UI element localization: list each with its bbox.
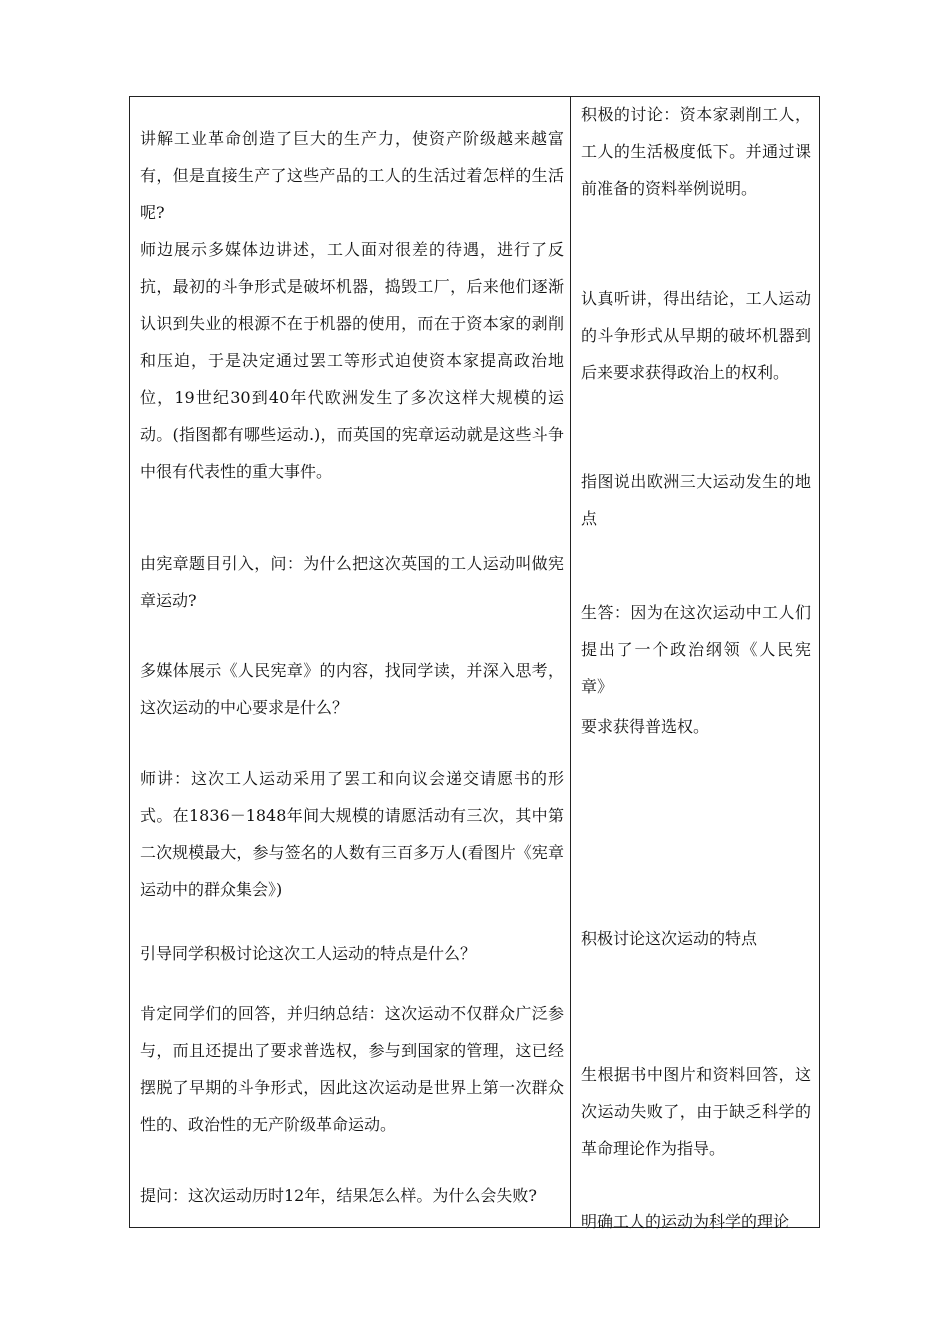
teacher-paragraph-1: 讲解工业革命创造了巨大的生产力，使资产阶级越来越富有，但是直接生产了这些产品的工人的生活过着怎样的生活呢?	[140, 129, 564, 222]
student-paragraph-3: 指图说出欧洲三大运动发生的地点	[581, 472, 811, 528]
teacher-activity-column	[140, 0, 564, 1344]
teacher-paragraph-4: 多媒体展示《人民宪章》的内容，找同学读，并深入思考，这次运动的中心要求是什么？	[140, 661, 564, 717]
student-paragraph-8: 明确工人的运动为科学的理论	[581, 1212, 790, 1231]
student-activity-column	[581, 0, 811, 1344]
student-paragraph-4: 生答：因为在这次运动中工人们提出了一个政治纲领《人民宪章》	[581, 603, 811, 696]
student-paragraph-6: 积极讨论这次运动的特点	[581, 929, 758, 948]
student-paragraph-5: 要求获得普选权。	[581, 717, 710, 736]
teacher-paragraph-3: 由宪章题目引入，问：为什么把这次英国的工人运动叫做宪章运动?	[140, 554, 564, 610]
column-divider	[570, 96, 571, 1228]
teacher-paragraph-2: 师边展示多媒体边讲述，工人面对很差的待遇，进行了反抗，最初的斗争形式是破坏机器，捣毁工厂，后来他们逐渐认识到失业的根源不在于机器的使用，而在于资本家的剥削和压迫，于是决定通过罢工等形式迫使资本家提高政治地位，19世纪30到40年代欧洲发生了多次这样大规模的运动。(指图都有哪些运动.)，而英国的宪章运动就是这些斗争中很有代表性的重大事件。	[140, 240, 564, 481]
teacher-paragraph-8: 提问：这次运动历时12年，结果怎么样。为什么会失败?	[140, 1186, 537, 1205]
student-paragraph-7: 生根据书中图片和资料回答，这次运动失败了，由于缺乏科学的革命理论作为指导。	[581, 1065, 811, 1158]
teacher-paragraph-6: 引导同学积极讨论这次工人运动的特点是什么？	[140, 944, 477, 963]
teacher-paragraph-7: 肯定同学们的回答，并归纳总结：这次运动不仅群众广泛参与，而且还提出了要求普选权，参与到国家的管理，这已经摆脱了早期的斗争形式，因此这次运动是世界上第一次群众性的、政治性的无产阶级革命运动。	[140, 1004, 564, 1134]
teacher-paragraph-5: 师讲：这次工人运动采用了罢工和向议会递交请愿书的形式。在1836－1848年间大规模的请愿活动有三次，其中第二次规模最大，参与签名的人数有三百多万人(看图片《宪章运动中的群众集会》)	[140, 769, 564, 899]
student-paragraph-2: 认真听讲，得出结论，工人运动的斗争形式从早期的破坏机器到后来要求获得政治上的权利。	[581, 289, 811, 382]
student-paragraph-1: 积极的讨论：资本家剥削工人，工人的生活极度低下。并通过课前准备的资料举例说明。	[581, 105, 811, 198]
